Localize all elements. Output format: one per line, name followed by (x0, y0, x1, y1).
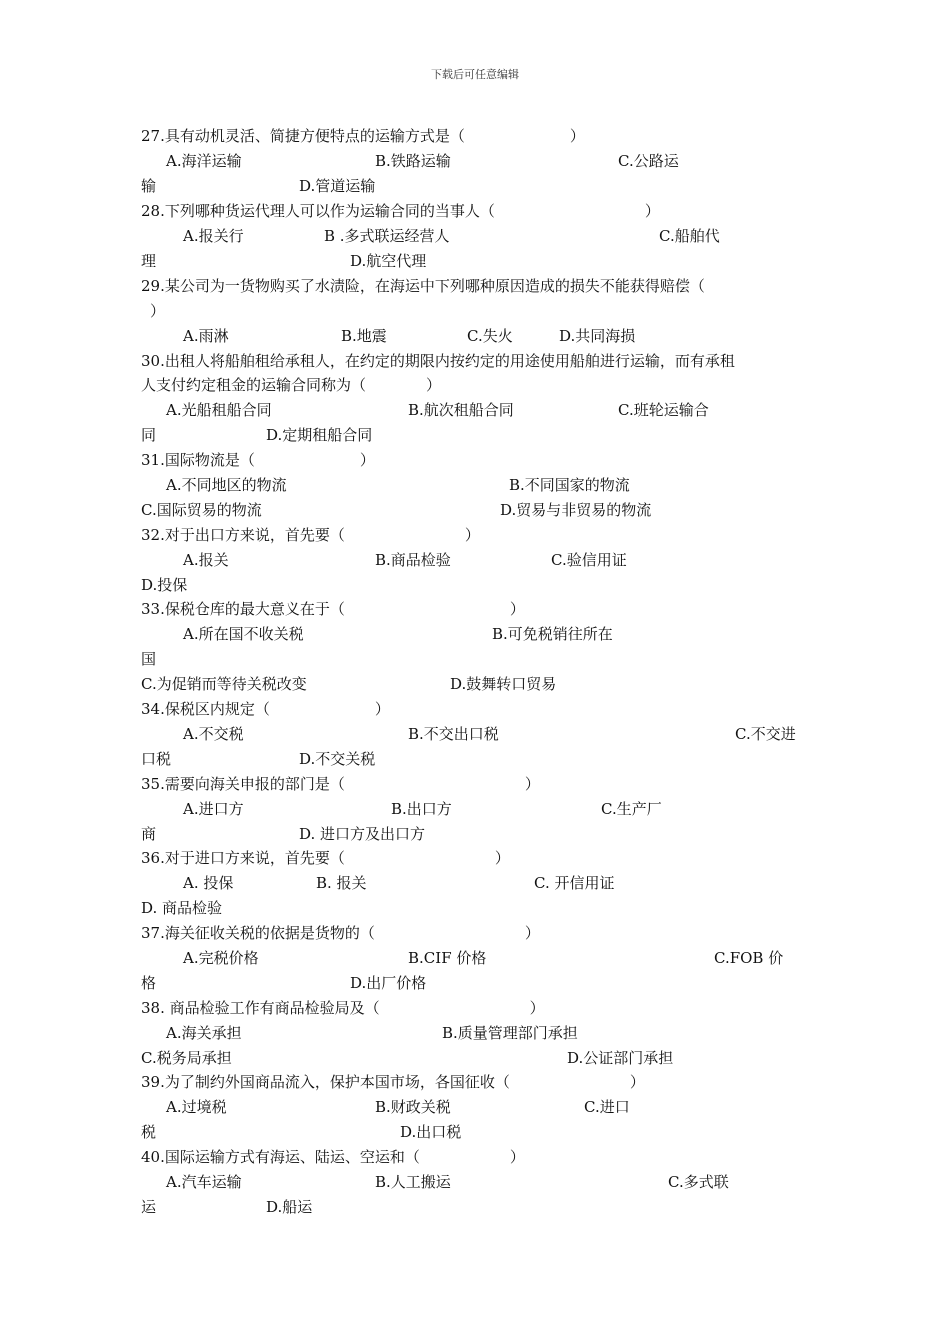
question-text-line: 27.具有动机灵活、简捷方便特点的运输方式是（ ） (141, 127, 585, 145)
question-text-line: 格 (141, 974, 157, 992)
question-text-line: B.不同国家的物流 (509, 476, 630, 494)
question-text-line: C.国际贸易的物流 (141, 501, 262, 519)
question-text-line: 运 (141, 1198, 157, 1216)
question-text-line: 38. 商品检验工作有商品检验局及（ ） (141, 999, 545, 1017)
question-text-line: C.为促销而等待关税改变 (141, 675, 307, 693)
question-text-line: C. 开信用证 (534, 874, 615, 892)
question-text-line: B.航次租船合同 (408, 401, 514, 419)
question-text-line: D.鼓舞转口贸易 (450, 675, 557, 693)
question-text-line: B.铁路运输 (375, 152, 451, 170)
question-text-line: D. 进口方及出口方 (299, 825, 426, 843)
question-text-line: D.贸易与非贸易的物流 (500, 501, 652, 519)
question-text-line: 28.下列哪种货运代理人可以作为运输合同的当事人（ ） (141, 202, 660, 220)
question-text-line: B .多式联运经营人 (324, 227, 450, 245)
question-text-line: B.地震 (341, 327, 387, 345)
question-text-line: B.出口方 (391, 800, 452, 818)
question-text-line: A.海洋运输 (166, 152, 242, 170)
question-text-line: D.共同海损 (559, 327, 636, 345)
question-text-line: D.管道运输 (299, 177, 376, 195)
question-text-line: D.不交关税 (299, 750, 376, 768)
question-text-line: C.公路运 (618, 152, 679, 170)
question-text-line: C.税务局承担 (141, 1049, 232, 1067)
question-text-line: C.多式联 (668, 1173, 729, 1191)
question-text-line: A.汽车运输 (166, 1173, 242, 1191)
question-text-line: C.不交进 (735, 725, 796, 743)
question-text-line: 口税 (141, 750, 172, 768)
question-text-line: D. 商品检验 (141, 899, 223, 917)
question-text-line: 33.保税仓库的最大意义在于（ ） (141, 600, 525, 618)
question-text-line: A.海关承担 (166, 1024, 242, 1042)
question-text-line: 37.海关征收关税的依据是货物的（ ） (141, 924, 540, 942)
question-text-line: B.质量管理部门承担 (442, 1024, 578, 1042)
question-text-line: B.人工搬运 (375, 1173, 451, 1191)
question-text-line: C.FOB 价 (714, 949, 784, 967)
question-text-line: D.投保 (141, 576, 188, 594)
question-text-line: 同 (141, 426, 157, 444)
question-text-line: D.船运 (266, 1198, 313, 1216)
question-text-line: A.报关 (183, 551, 229, 569)
question-text-line: 理 (141, 252, 157, 270)
question-text-line: 税 (141, 1123, 157, 1141)
question-text-line: C.进口 (584, 1098, 630, 1116)
question-text-line: A.过境税 (166, 1098, 227, 1116)
question-text-line: A.报关行 (183, 227, 244, 245)
question-text-line: B. 报关 (316, 874, 367, 892)
question-text-line: 输 (141, 177, 157, 195)
question-text-line: 国 (141, 650, 157, 668)
question-text-line: A. 投保 (183, 874, 234, 892)
question-text-line: D.航空代理 (350, 252, 427, 270)
question-text-line: A.所在国不收关税 (183, 625, 304, 643)
question-text-line: 商 (141, 825, 157, 843)
question-text-line: B.可免税销往所在 (492, 625, 613, 643)
question-text-line: C.失火 (467, 327, 513, 345)
question-text-line: D.定期租船合同 (266, 426, 373, 444)
question-text-line: D.出口税 (400, 1123, 462, 1141)
question-text-line: A.光船租船合同 (166, 401, 272, 419)
question-text-line: D.出厂价格 (350, 974, 427, 992)
question-text-line: A.不交税 (183, 725, 244, 743)
question-text-line: B.财政关税 (375, 1098, 451, 1116)
question-text-line: 30.出租人将船舶租给承租人，在约定的期限内按约定的用途使用船舶进行运输，而有承租 (141, 352, 735, 370)
question-text-line: 29.某公司为一货物购买了水渍险，在海运中下列哪种原因造成的损失不能获得赔偿（ (141, 277, 705, 295)
question-text-line: C.验信用证 (551, 551, 627, 569)
question-text-line: A.雨淋 (183, 327, 229, 345)
question-text-line: C.船舶代 (659, 227, 720, 245)
question-text-line: 34.保税区内规定（ ） (141, 700, 390, 718)
question-text-line: 32.对于出口方来说，首先要（ ） (141, 526, 480, 544)
question-text-line: B.CIF 价格 (408, 949, 487, 967)
question-text-line: B.商品检验 (375, 551, 451, 569)
question-text-line: ） (150, 302, 166, 320)
question-text-line: 39.为了制约外国商品流入，保护本国市场，各国征收（ ） (141, 1073, 645, 1091)
question-text-line: A.进口方 (183, 800, 244, 818)
question-text-line: 36.对于进口方来说，首先要（ ） (141, 849, 510, 867)
question-text-line: 31.国际物流是（ ） (141, 451, 375, 469)
question-text-line: 40.国际运输方式有海运、陆运、空运和（ ） (141, 1148, 525, 1166)
question-text-line: 人支付约定租金的运输合同称为（ ） (141, 376, 442, 394)
question-text-line: C.生产厂 (601, 800, 662, 818)
question-text-line: A.完税价格 (183, 949, 259, 967)
question-text-line: 35.需要向海关申报的部门是（ ） (141, 775, 540, 793)
question-text-line: A.不同地区的物流 (166, 476, 287, 494)
page-header-note: 下载后可任意编辑 (431, 68, 519, 81)
question-text-line: C.班轮运输合 (618, 401, 709, 419)
question-text-line: D.公证部门承担 (567, 1049, 674, 1067)
question-text-line: B.不交出口税 (408, 725, 499, 743)
